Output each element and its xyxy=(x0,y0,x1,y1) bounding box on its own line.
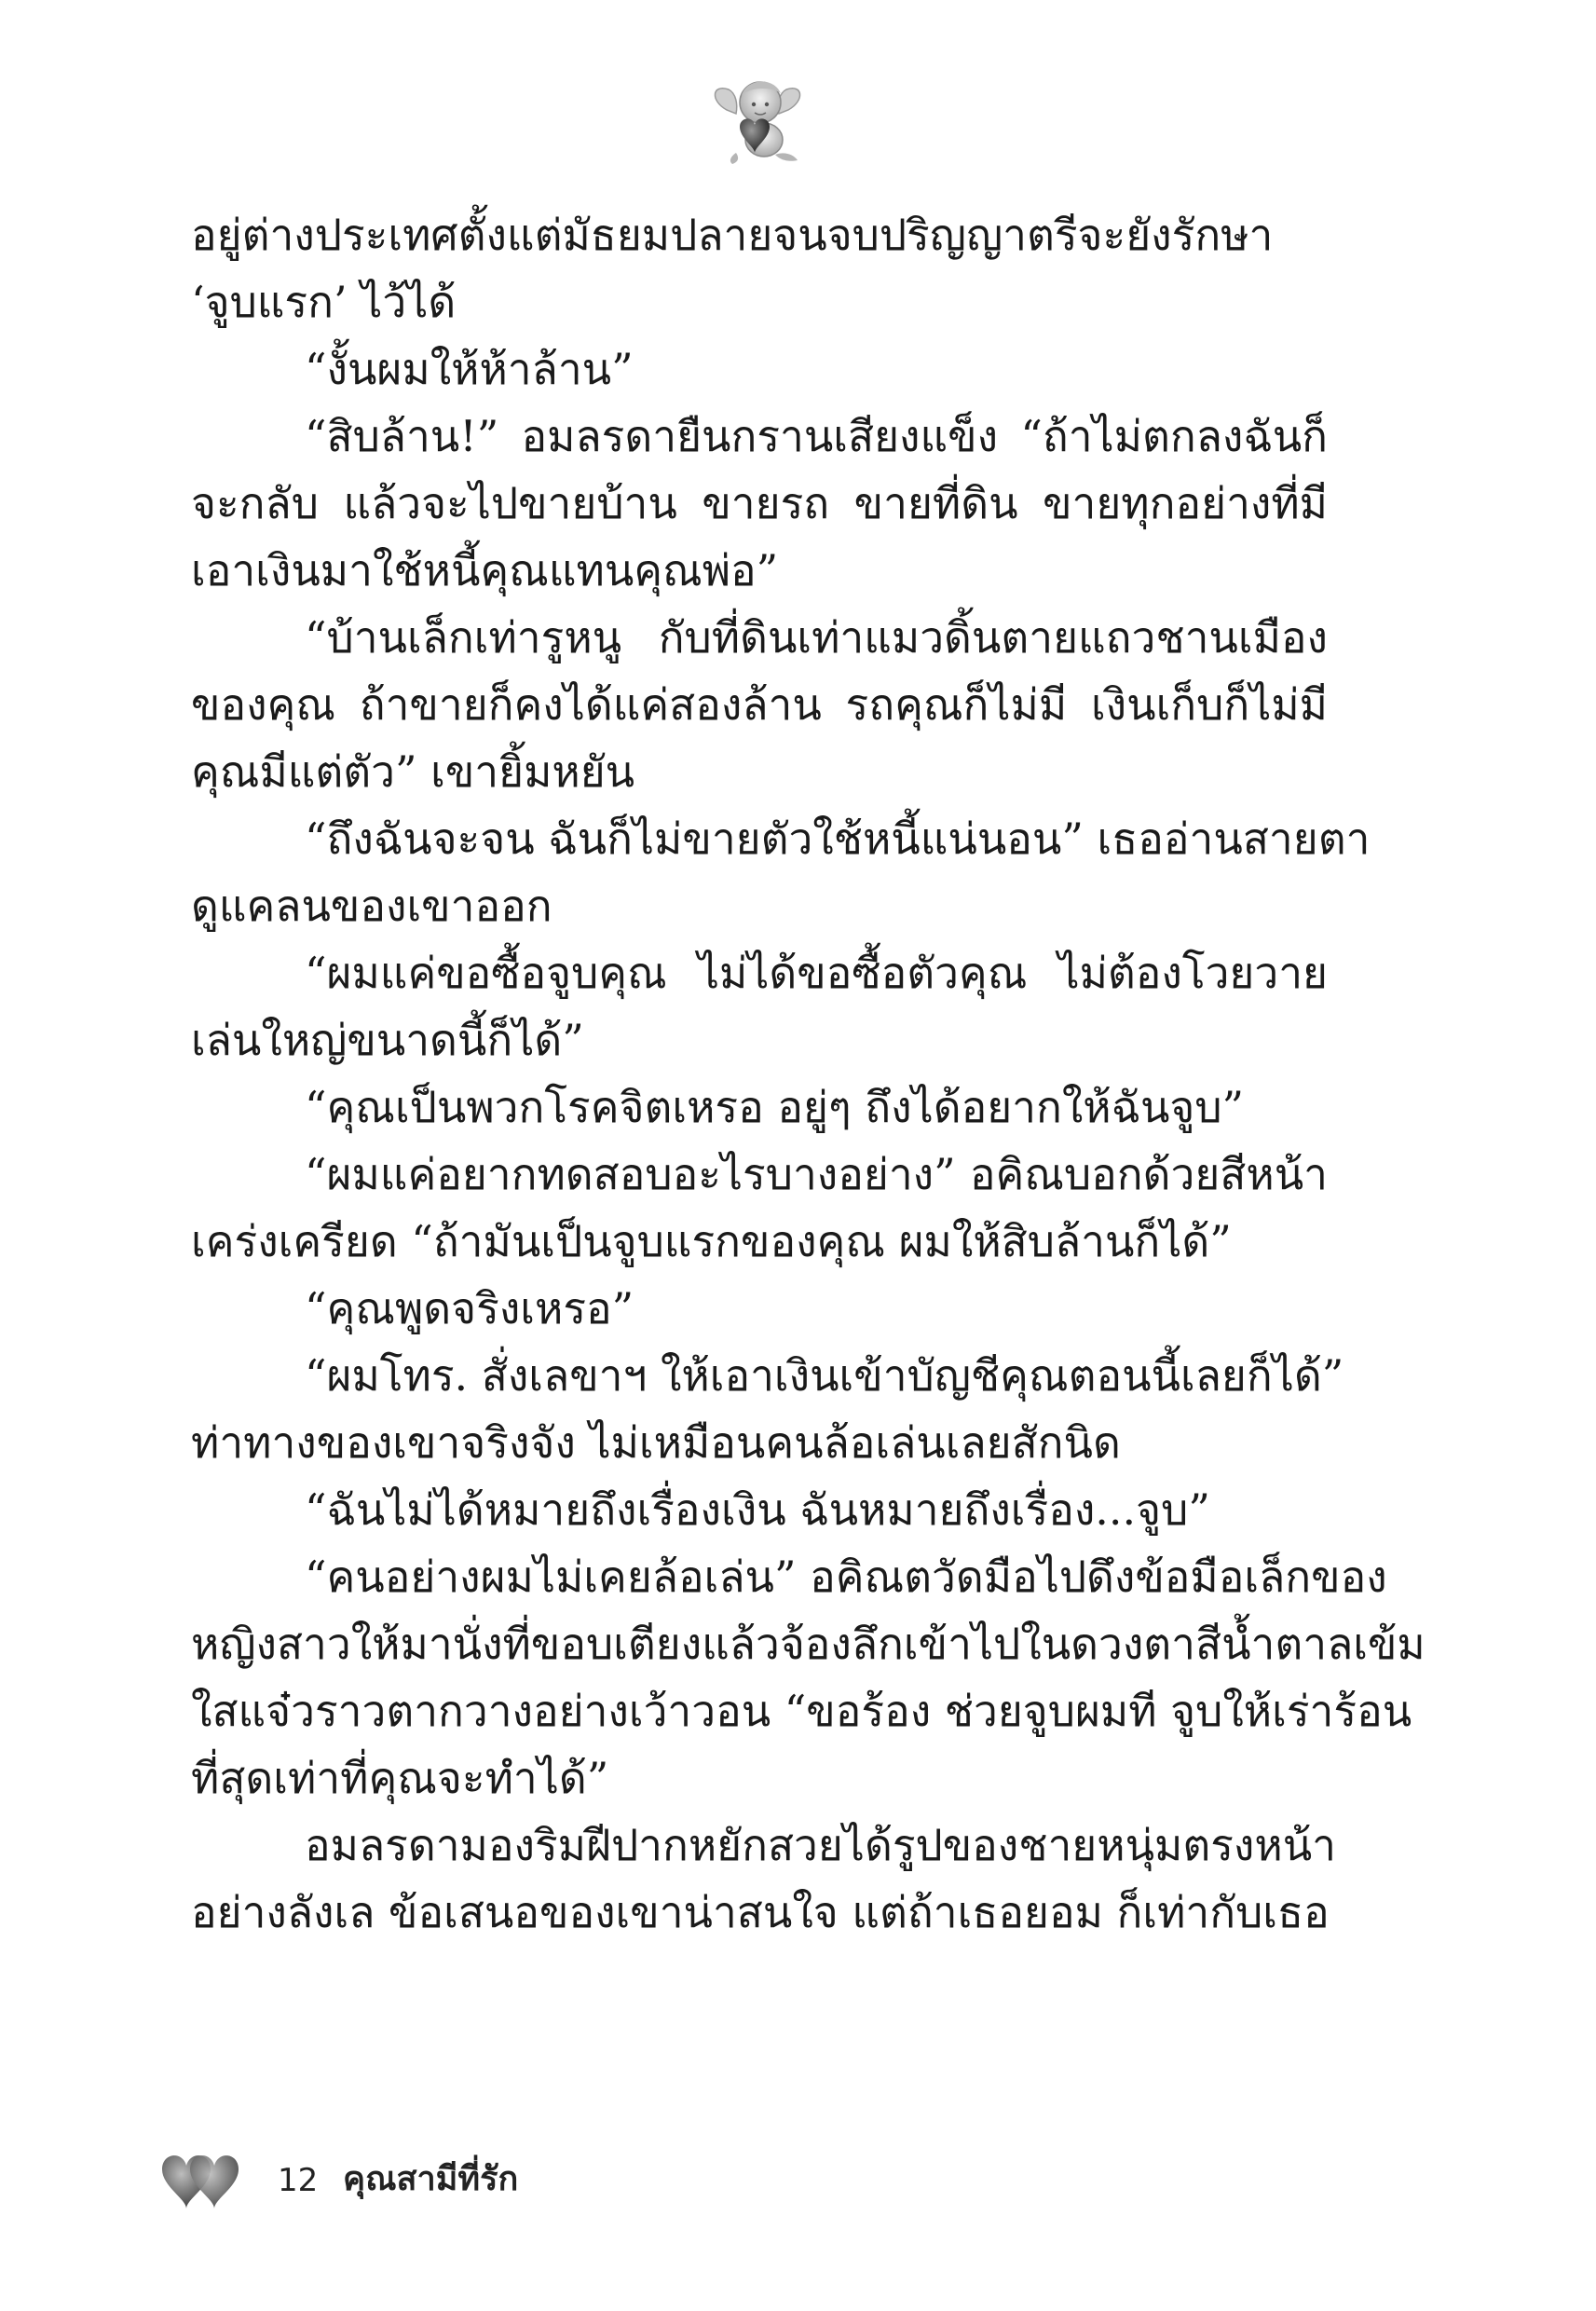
text-line: เอาเงินมาใช้หนี้คุณแทนคุณพ่อ” xyxy=(191,545,779,595)
cherub-with-heart-icon xyxy=(708,73,811,166)
page-number: 12 xyxy=(278,2162,319,2199)
text-line: ของคุณ ถ้าขายก็คงได้แค่สองล้าน รถคุณก็ไม่มี เงินเก็บก็ไม่มี xyxy=(191,679,1328,730)
text-line: ที่สุดเท่าที่คุณจะทำได้” xyxy=(191,1753,609,1803)
text-line: “ถึงฉันจะจน ฉันก็ไม่ขายตัวใช้หนี้แน่นอน” เธออ่านสายตา xyxy=(305,814,1371,864)
text-line: “สิบล้าน!” อมลรดายืนกรานเสียงแข็ง “ถ้าไม่ตกลงฉันก็ xyxy=(305,411,1328,461)
text-line: “คุณพูดจริงเหรอ” xyxy=(305,1283,634,1333)
text-line: จะกลับ แล้วจะไปขายบ้าน ขายรถ ขายที่ดิน ขายทุกอย่างที่มี xyxy=(191,478,1328,528)
text-line: ดูแคลนของเขาออก xyxy=(191,881,552,931)
text-line: อมลรดามองริมฝีปากหยักสวยได้รูปของชายหนุ่มตรงหน้า xyxy=(305,1820,1336,1870)
text-line: ใสแจ๋วราวตากวางอย่างเว้าวอน “ขอร้อง ช่วยจูบผมที จูบให้เร่าร้อน xyxy=(191,1686,1412,1736)
text-line: อยู่ต่างประเทศตั้งแต่มัธยมปลายจนจบปริญญาตรีจะยังรักษา xyxy=(191,210,1274,260)
text-line: เล่นใหญ่ขนาดนี้ก็ได้” xyxy=(191,1015,584,1065)
book-title: คุณสามีที่รัก xyxy=(343,2160,519,2198)
text-line: “ผมแค่ขอซื้อจูบคุณ ไม่ได้ขอซื้อตัวคุณ ไม่ต้องโวยวาย xyxy=(305,948,1328,998)
text-line: เคร่งเครียด “ถ้ามันเป็นจูบแรกของคุณ ผมให้สิบล้านก็ได้” xyxy=(191,1216,1232,1266)
double-heart-icon xyxy=(158,2143,242,2218)
text-line: “บ้านเล็กเท่ารูหนู กับที่ดินเท่าแมวดิ้นตายแถวชานเมือง xyxy=(305,612,1328,663)
text-line: ‘จูบแรก’ ไว้ได้ xyxy=(191,277,457,327)
text-line: “ฉันไม่ได้หมายถึงเรื่องเงิน ฉันหมายถึงเรื่อง...จูบ” xyxy=(305,1484,1210,1535)
text-line: หญิงสาวให้มานั่งที่ขอบเตียงแล้วจ้องลึกเข้าไปในดวงตาสีน้ำตาลเข้ม xyxy=(191,1619,1425,1669)
text-line: “คุณเป็นพวกโรคจิตเหรอ อยู่ๆ ถึงได้อยากให้ฉันจูบ” xyxy=(305,1082,1245,1132)
text-line: คุณมีแต่ตัว” เขายิ้มหยัน xyxy=(191,746,635,797)
text-line: “ผมแค่อยากทดสอบอะไรบางอย่าง” อคิณบอกด้วยสีหน้า xyxy=(305,1149,1328,1199)
text-line: “ผมโทร. สั่งเลขาฯ ให้เอาเงินเข้าบัญชีคุณตอนนี้เลยก็ได้” xyxy=(305,1350,1344,1401)
text-line: “งั้นผมให้ห้าล้าน” xyxy=(305,344,634,394)
text-line: “คนอย่างผมไม่เคยล้อเล่น” อคิณตวัดมือไปดึงข้อมือเล็กของ xyxy=(305,1552,1387,1602)
text-line: อย่างลังเล ข้อเสนอของเขาน่าสนใจ แต่ถ้าเธอยอม ก็เท่ากับเธอ xyxy=(191,1887,1330,1937)
page-footer xyxy=(158,2143,811,2218)
text-line: ท่าทางของเขาจริงจัง ไม่เหมือนคนล้อเล่นเลยสักนิด xyxy=(191,1417,1121,1468)
